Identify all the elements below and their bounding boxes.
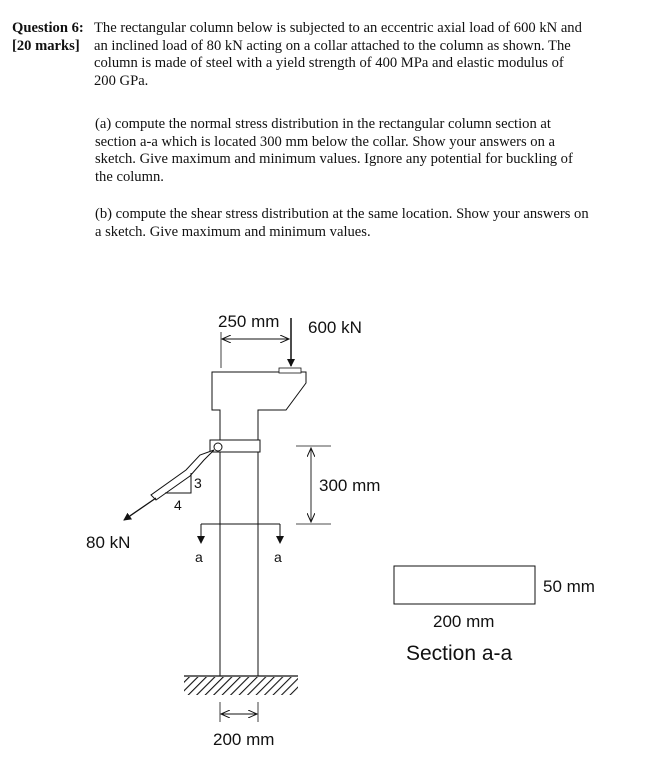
cross-section-rectangle — [394, 566, 535, 604]
section-width-label: 200 mm — [433, 612, 495, 631]
intro-line: 200 GPa. — [94, 72, 149, 89]
collar-distance-label: 300 mm — [319, 476, 381, 495]
column-width-label: 200 mm — [213, 730, 275, 749]
section-mark-right: a — [274, 549, 282, 565]
part-a-line: (a) compute the normal stress distribution in the rectangular column section at — [95, 116, 551, 132]
inclined-load-label: 80 kN — [86, 533, 131, 552]
part-a-line: the column. — [95, 168, 164, 185]
part-a-line: sketch. Give maximum and minimum values. Ignore any potential for buckling of — [95, 151, 573, 167]
axial-load-label: 600 kN — [308, 318, 362, 337]
slope-rise-label: 3 — [194, 475, 202, 491]
ground-hatch — [184, 677, 298, 695]
collar-pin — [214, 443, 222, 451]
section-mark-left: a — [195, 549, 203, 565]
slope-run-label: 4 — [174, 497, 182, 513]
section-title: Section a-a — [406, 642, 513, 665]
eccentricity-label: 250 mm — [218, 312, 280, 331]
inclined-load-arrow — [124, 498, 156, 520]
question-marks: [20 marks] — [12, 37, 80, 54]
intro-line: an inclined load of 80 kN acting on a collar attached to the column as shown. The — [94, 37, 571, 54]
section-depth-label: 50 mm — [543, 577, 595, 596]
part-b-line: (b) compute the shear stress distribution at the same location. Show your answers on — [95, 206, 589, 222]
intro-line: The rectangular column below is subjected to an eccentric axial load of 600 kN and — [94, 20, 582, 36]
intro-line: column is made of steel with a yield strength of 400 MPa and elastic modulus of — [94, 55, 564, 71]
part-a-line: section a-a which is located 300 mm below the collar. Show your answers on a — [95, 133, 555, 150]
part-b-line: a sketch. Give maximum and minimum values. — [95, 223, 371, 240]
load-plate — [279, 368, 301, 373]
question-number: Question 6: — [12, 20, 84, 36]
column-cap — [212, 372, 306, 440]
